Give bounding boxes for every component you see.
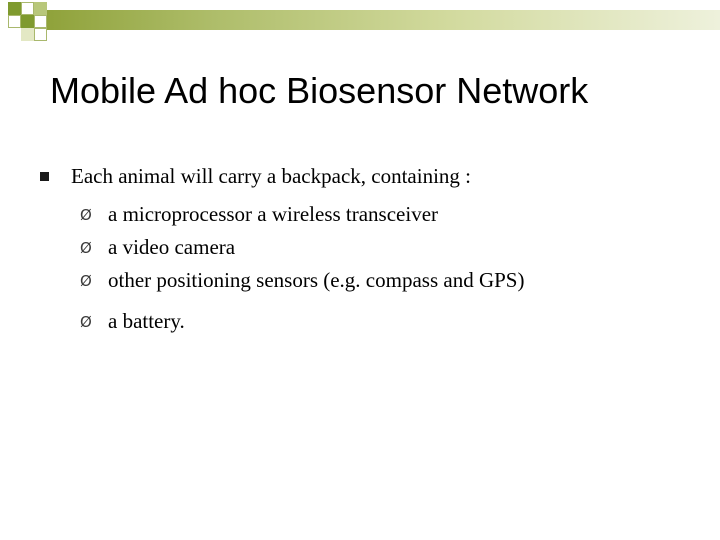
main-bullet <box>40 164 471 188</box>
sub-bullet-text: a video camera <box>108 235 236 259</box>
arrow-bullet-icon: Ø <box>80 271 92 290</box>
decor-square <box>8 2 21 15</box>
sub-bullet-text: other positioning sensors (e.g. compass and GPS) <box>108 268 525 292</box>
sub-bullet-list <box>80 198 524 338</box>
header-gradient-band <box>45 10 720 30</box>
decor-square <box>8 15 21 28</box>
decor-square <box>21 15 34 28</box>
square-bullet-icon <box>40 172 49 181</box>
decor-square <box>21 2 34 15</box>
header-decoration <box>0 0 720 48</box>
sub-bullet-item <box>80 264 524 297</box>
main-bullet-text: Each animal will carry a backpack, containing : <box>71 164 471 188</box>
sub-bullet-item <box>80 198 524 231</box>
decor-square <box>34 15 47 28</box>
decor-square <box>34 28 47 41</box>
arrow-bullet-icon: Ø <box>80 312 92 331</box>
sub-bullet-text: a microprocessor a wireless transceiver <box>108 202 439 226</box>
arrow-bullet-icon: Ø <box>80 205 92 224</box>
sub-bullet-item <box>80 231 524 264</box>
sub-bullet-text: a battery. <box>108 309 185 333</box>
sub-bullet-item <box>80 305 524 338</box>
arrow-bullet-icon: Ø <box>80 238 92 257</box>
slide-title: Mobile Ad hoc Biosensor Network <box>50 70 589 111</box>
decor-square <box>34 2 47 15</box>
decor-square <box>21 28 34 41</box>
